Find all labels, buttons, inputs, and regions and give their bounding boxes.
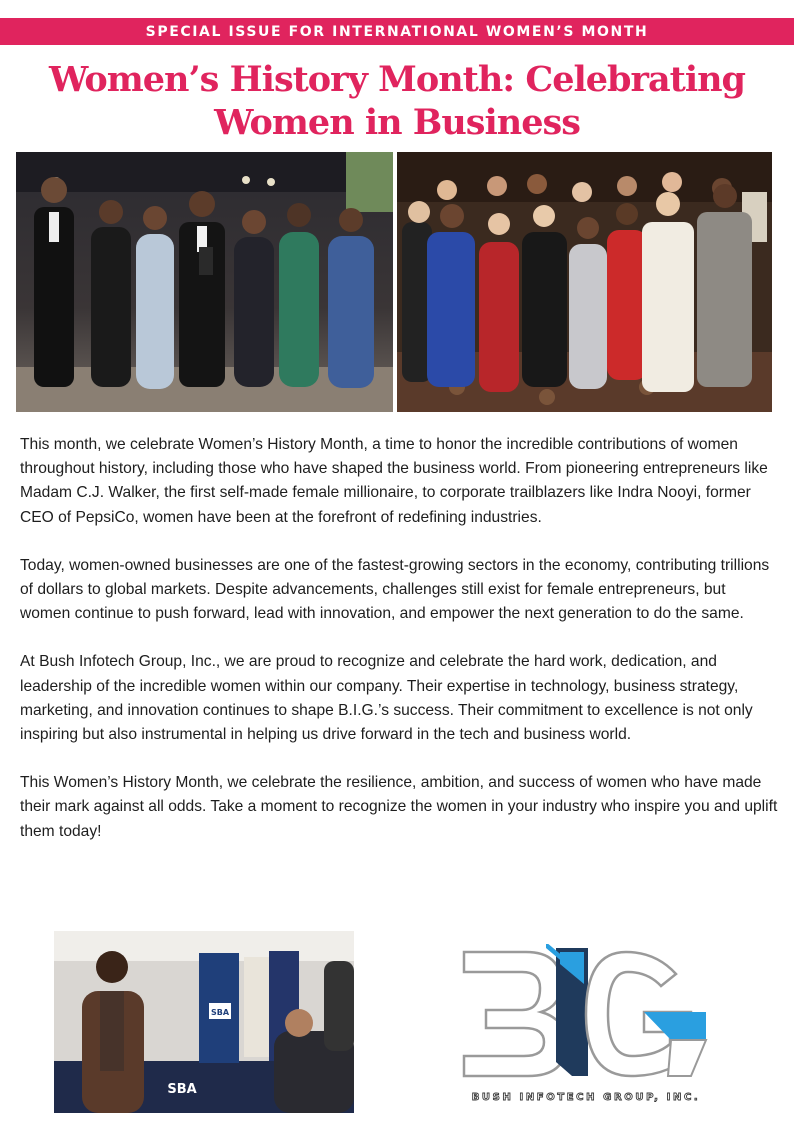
logo-caption: BUSH INFOTECH GROUP, INC. <box>471 1092 701 1103</box>
gala-photo <box>16 152 393 412</box>
article-body <box>20 433 780 868</box>
article-paragraph-1: This month, we celebrate Women’s History Month, a time to honor the incredible contributions of women throughout history, including those who have shaped the business world. From pioneering entrepreneurs like Madam C.J. Walker, the first self-made female millionaire, to corporate trailblazers like Indra Nooyi, former CEO of PepsiCo, women have been at the forefront of redefining industries. <box>20 436 768 526</box>
issue-banner-text: SPECIAL ISSUE FOR INTERNATIONAL WOMEN’S MONTH <box>145 23 649 40</box>
article-paragraph-4: This Women’s History Month, we celebrate the resilience, ambition, and success of women who have made their mark against all odds. Take a moment to recognize the women in your industry who inspire you and uplift them today! <box>20 774 778 840</box>
booth-sign-text: SBA <box>210 1008 230 1017</box>
page-title-line-1: Women’s History Month: Celebrating <box>48 59 746 100</box>
expo-photo <box>54 931 354 1113</box>
issue-banner <box>0 18 794 45</box>
page-title-line-2: Women in Business <box>214 102 580 143</box>
table-sign-text: SBA <box>167 1082 197 1097</box>
article-paragraph-3: At Bush Infotech Group, Inc., we are proud to recognize and celebrate the hard work, dedication, and leadership of the incredible women within our company. Their expertise in technology, business strategy, marketing, and innovation continues to shape B.I.G.’s success. Their commitment to excellence is not only inspiring but also instrumental in helping us drive forward in the tech and business world. <box>20 653 753 744</box>
article-paragraph-2: Today, women-owned businesses are one of the fastest-growing sectors in the economy, contributing trillions of dollars to global markets. Despite advancements, challenges still exist for female entrepreneurs, but women continue to push forward, lead with innovation, and empower the next generation to do the same. <box>20 556 770 623</box>
group-photo <box>397 152 772 412</box>
company-logo <box>456 944 716 1114</box>
page-title <box>40 58 754 144</box>
